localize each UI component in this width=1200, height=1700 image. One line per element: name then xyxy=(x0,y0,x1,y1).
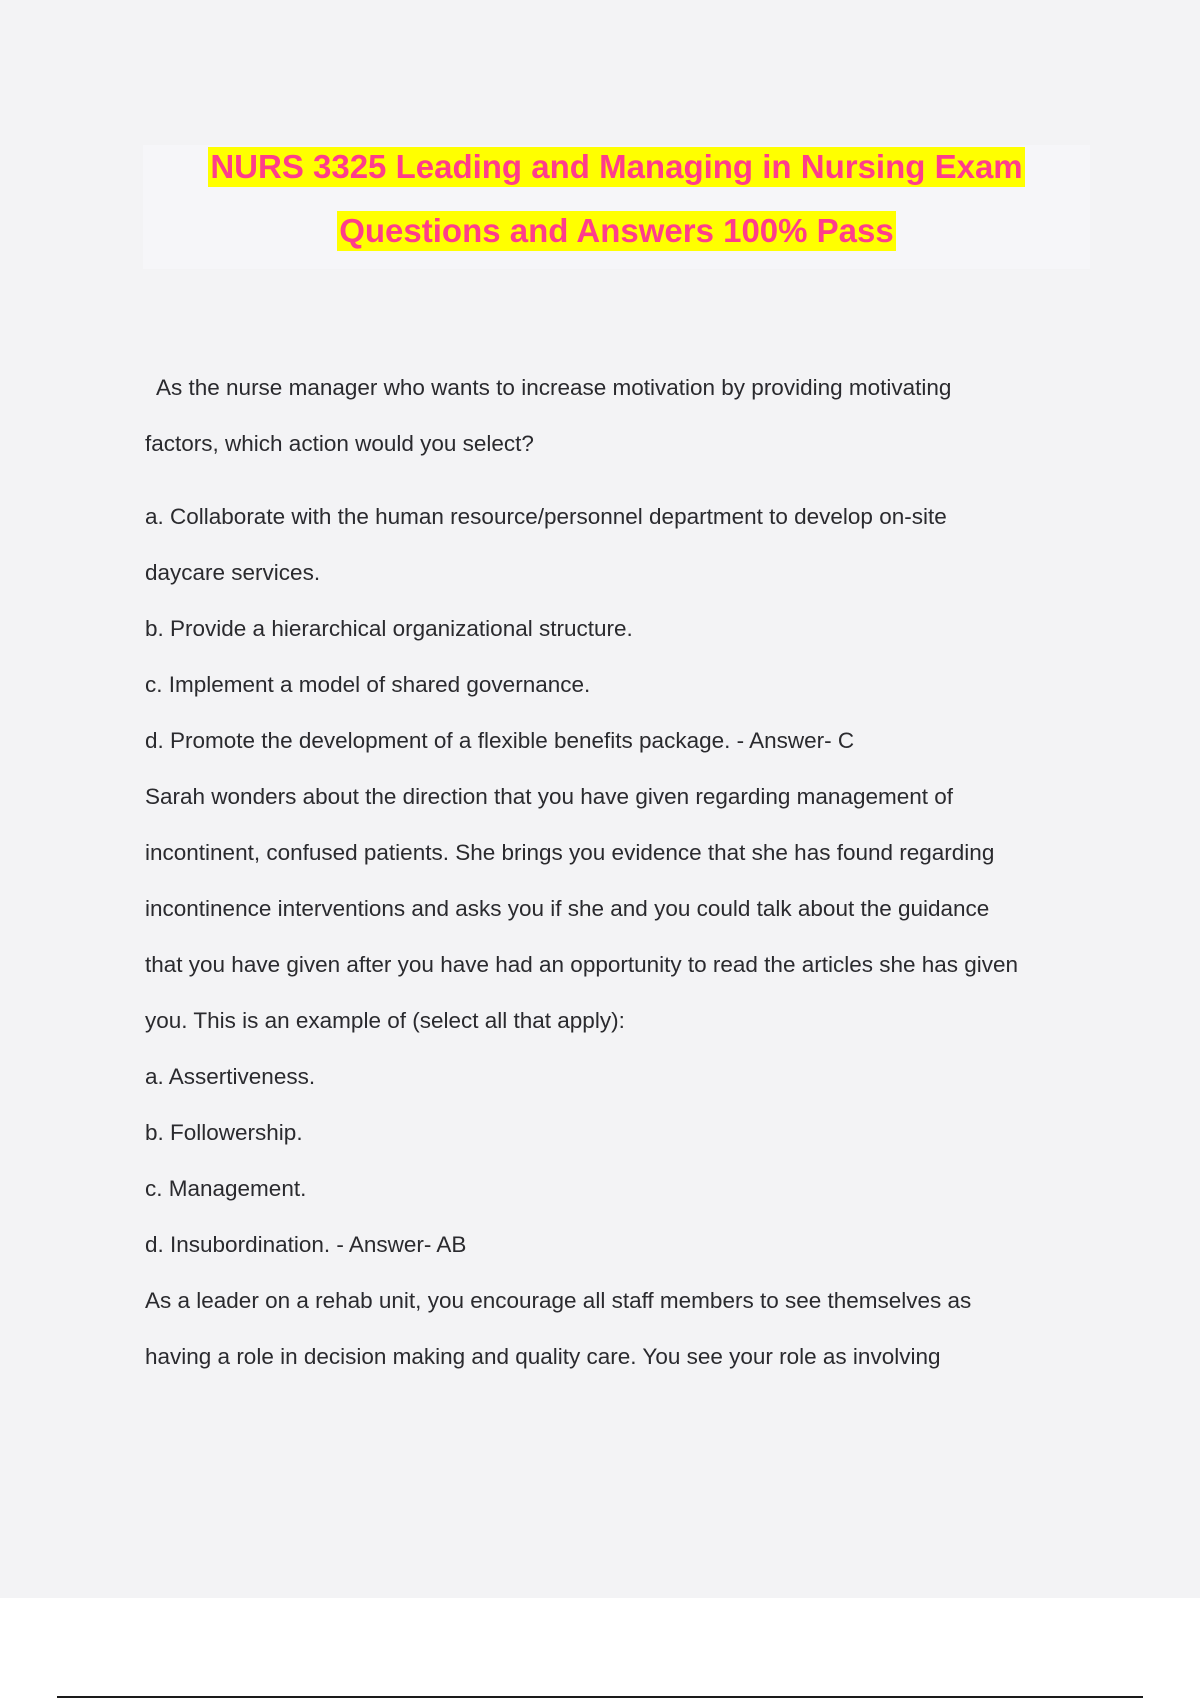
question-2-text-line: incontinence interventions and asks you if she and you could talk about the guidance xyxy=(145,896,990,921)
question-2-text-line: incontinent, confused patients. She brings you evidence that she has found regarding xyxy=(145,840,995,865)
question-1-option-a-cont: daycare services. xyxy=(145,560,321,585)
question-1-option-c: c. Implement a model of shared governance. xyxy=(145,672,591,697)
question-2-text-line: Sarah wonders about the direction that you have given regarding management of xyxy=(145,784,954,809)
question-2-option-c: c. Management. xyxy=(145,1176,307,1201)
question-1-option-a: a. Collaborate with the human resource/personnel department to develop on-site xyxy=(145,504,947,529)
question-3-text-line: As a leader on a rehab unit, you encourage all staff members to see themselves as xyxy=(145,1288,972,1313)
page-footer xyxy=(0,1598,1200,1700)
question-1-option-d-answer: d. Promote the development of a flexible benefits package. - Answer- C xyxy=(145,728,855,753)
document-title-line-1: NURS 3325 Leading and Managing in Nursing Exam xyxy=(210,148,1023,185)
question-1-text-line: factors, which action would you select? xyxy=(145,431,534,456)
document-title-block xyxy=(143,145,1090,269)
question-2-text-line: that you have given after you have had an opportunity to read the articles she has given xyxy=(145,952,1019,977)
question-3-text-line: having a role in decision making and quality care. You see your role as involving xyxy=(145,1344,941,1369)
question-2-option-a: a. Assertiveness. xyxy=(145,1064,316,1089)
footer-divider xyxy=(57,1696,1143,1698)
document-body xyxy=(145,360,1095,1385)
question-2-option-b: b. Followership. xyxy=(145,1120,303,1145)
question-2-text-line: you. This is an example of (select all that apply): xyxy=(145,1008,625,1033)
document-title-line-2: Questions and Answers 100% Pass xyxy=(339,212,894,249)
question-1-text-line: As the nurse manager who wants to increase motivation by providing motivating xyxy=(156,375,952,400)
question-1-option-b: b. Provide a hierarchical organizational structure. xyxy=(145,616,633,641)
question-2-option-d-answer: d. Insubordination. - Answer- AB xyxy=(145,1232,467,1257)
